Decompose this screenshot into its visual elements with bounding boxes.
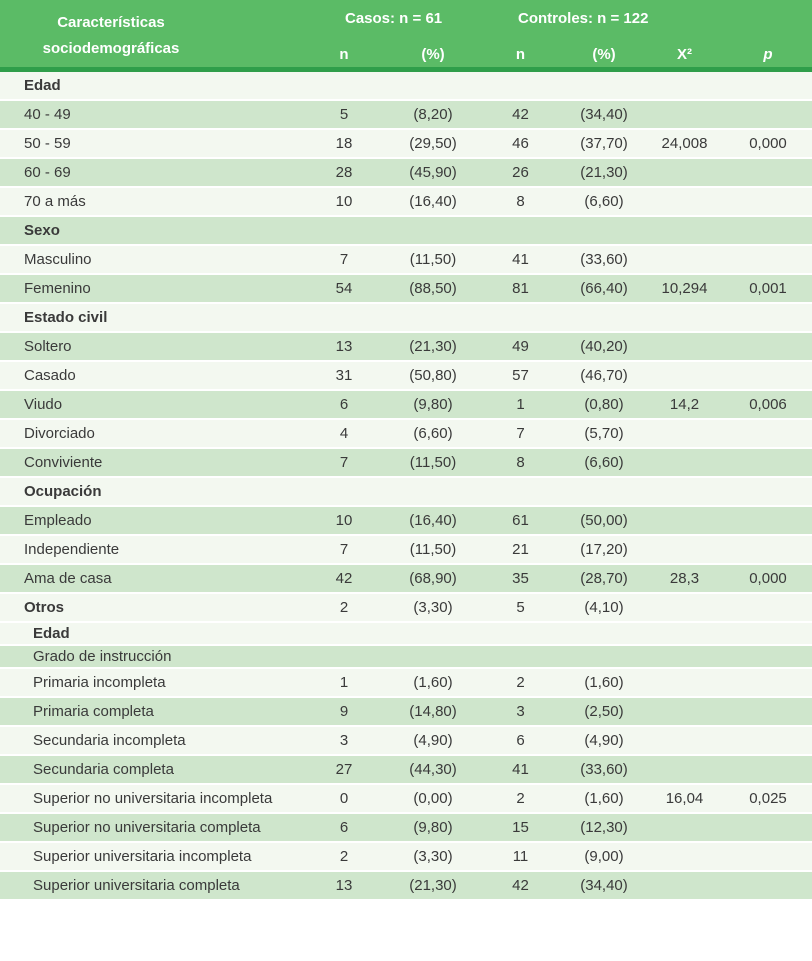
table-row: [0, 785, 812, 814]
row-label: Ocupación: [24, 483, 102, 500]
row-label: 50 - 59: [24, 135, 71, 152]
row-label: Independiente: [24, 541, 120, 558]
cell-controles-n: 5: [516, 599, 525, 616]
cell-controles-pct: (34,40): [580, 106, 628, 123]
cell-controles-n: 81: [512, 280, 529, 297]
cell-controles-pct: (4,10): [584, 599, 624, 616]
cell-casos-pct: (0,00): [413, 790, 453, 807]
cell-controles-pct: (17,20): [580, 541, 628, 558]
cell-casos-n: 18: [335, 135, 353, 152]
cell-controles-pct: (1,60): [584, 674, 624, 691]
cell-chi2: 14,2: [669, 396, 700, 413]
cell-casos-pct: (88,50): [409, 280, 457, 297]
cell-p-value: 0,025: [749, 790, 787, 807]
row-label: Primaria completa: [33, 703, 154, 720]
col-header-p-value: p: [763, 45, 773, 63]
cell-chi2: 28,3: [669, 570, 700, 587]
cell-casos-pct: (21,30): [409, 877, 457, 894]
casos-group-header: Casos: n = 61: [345, 9, 443, 27]
cell-casos-pct: (6,60): [413, 425, 453, 442]
table-row: [0, 246, 812, 275]
table-row: [0, 843, 812, 872]
cell-controles-pct: (1,60): [584, 790, 624, 807]
col-header-casos-pct: (%): [421, 45, 445, 63]
col-header-casos-n: n: [339, 45, 349, 63]
cell-casos-n: 5: [339, 106, 349, 123]
cell-casos-n: 10: [335, 193, 353, 210]
row-label: Soltero: [24, 338, 72, 355]
cell-chi2: 24,008: [661, 135, 708, 152]
cell-controles-n: 1: [516, 396, 525, 413]
row-label: Superior no universitaria completa: [33, 819, 261, 836]
row-label: Conviviente: [24, 454, 103, 471]
row-label: Secundaria completa: [33, 761, 174, 778]
table-row: [0, 814, 812, 843]
cell-casos-n: 6: [339, 819, 349, 836]
cell-controles-n: 35: [512, 570, 529, 587]
cell-controles-n: 42: [512, 106, 529, 123]
cell-controles-n: 6: [516, 732, 525, 749]
cell-casos-pct: (16,40): [409, 512, 457, 529]
cell-controles-n: 46: [512, 135, 529, 152]
row-label: Secundaria incompleta: [33, 732, 186, 749]
cell-controles-pct: (2,50): [584, 703, 624, 720]
cell-casos-n: 3: [339, 732, 349, 749]
cell-controles-n: 26: [512, 164, 529, 181]
cell-casos-n: 27: [335, 761, 353, 778]
cell-controles-n: 41: [512, 761, 529, 778]
cell-controles-n: 61: [512, 512, 529, 529]
col-header-chi2: X²: [677, 45, 692, 63]
cell-controles-n: 57: [512, 367, 529, 384]
cell-casos-pct: (50,80): [409, 367, 457, 384]
cell-casos-pct: (3,30): [413, 599, 453, 616]
cell-controles-n: 42: [512, 877, 529, 894]
cell-controles-n: 21: [512, 541, 529, 558]
row-label: Edad: [24, 77, 61, 94]
cell-casos-n: 31: [335, 367, 353, 384]
row-label: Estado civil: [24, 309, 108, 326]
cell-controles-pct: (4,90): [584, 732, 624, 749]
cell-casos-n: 42: [335, 570, 353, 587]
table-header: [0, 0, 812, 72]
cell-controles-pct: (37,70): [580, 135, 628, 152]
section-row: [0, 478, 812, 507]
table-row: [0, 669, 812, 698]
row-label: Primaria incompleta: [33, 674, 166, 691]
cell-controles-pct: (6,60): [584, 193, 624, 210]
cell-casos-n: 13: [335, 877, 353, 894]
table-row: [0, 872, 812, 901]
row-label: Casado: [24, 367, 76, 384]
cell-casos-pct: (44,30): [409, 761, 457, 778]
cell-casos-pct: (11,50): [409, 251, 457, 268]
section-row: [0, 217, 812, 246]
cell-controles-n: 2: [516, 674, 525, 691]
table-row: [0, 536, 812, 565]
table-row: [0, 594, 812, 623]
cell-casos-pct: (9,80): [413, 819, 453, 836]
cell-casos-pct: (11,50): [409, 454, 457, 471]
row-label: 70 a más: [24, 193, 86, 210]
col-header-controles-n: n: [515, 45, 526, 63]
cell-controles-pct: (33,60): [580, 251, 628, 268]
cell-controles-pct: (0,80): [584, 396, 624, 413]
cell-casos-n: 6: [339, 396, 349, 413]
row-label: Superior universitaria incompleta: [33, 848, 252, 865]
cell-controles-n: 7: [516, 425, 525, 442]
cell-controles-n: 15: [512, 819, 529, 836]
cell-casos-pct: (29,50): [409, 135, 457, 152]
table-row: [0, 130, 812, 159]
cell-casos-pct: (1,60): [413, 674, 453, 691]
cell-casos-pct: (9,80): [413, 396, 453, 413]
cell-casos-n: 10: [335, 512, 353, 529]
table-row: [0, 275, 812, 304]
section-row: [0, 623, 812, 646]
row-label: 40 - 49: [24, 106, 71, 123]
cell-controles-n: 8: [516, 454, 525, 471]
section-row: [0, 72, 812, 101]
cell-controles-n: 2: [516, 790, 525, 807]
table-row: [0, 449, 812, 478]
cell-casos-n: 7: [339, 251, 349, 268]
row-label: Otros: [24, 599, 65, 616]
cell-casos-n: 4: [339, 425, 349, 442]
table-row: [0, 159, 812, 188]
table-row: [0, 756, 812, 785]
table-row: [0, 362, 812, 391]
table-row: [0, 333, 812, 362]
cell-casos-pct: (8,20): [413, 106, 453, 123]
cell-chi2: 10,294: [661, 280, 708, 297]
row-label: Edad: [33, 625, 70, 642]
cell-chi2: 16,04: [665, 790, 704, 807]
cell-controles-pct: (40,20): [580, 338, 628, 355]
table-row: [0, 188, 812, 217]
row-label: Sexo: [24, 222, 60, 239]
table-title: Características sociodemográficas: [42, 14, 180, 57]
row-label: 60 - 69: [24, 164, 71, 181]
col-header-controles-pct: (%): [592, 45, 616, 63]
table-row: [0, 727, 812, 756]
table-row: [0, 565, 812, 594]
table-body: [0, 72, 812, 901]
cell-p-value: 0,000: [749, 570, 787, 587]
cell-controles-n: 49: [512, 338, 529, 355]
cell-controles-pct: (5,70): [584, 425, 624, 442]
cell-casos-n: 1: [339, 674, 349, 691]
cell-p-value: 0,001: [749, 280, 787, 297]
cell-controles-pct: (33,60): [580, 761, 628, 778]
row-label: Femenino: [24, 280, 91, 297]
cell-casos-pct: (21,30): [409, 338, 457, 355]
cell-casos-n: 54: [335, 280, 353, 297]
cell-casos-n: 7: [339, 454, 349, 471]
cell-casos-pct: (3,30): [413, 848, 453, 865]
cell-controles-pct: (9,00): [584, 848, 624, 865]
cell-controles-pct: (66,40): [580, 280, 628, 297]
cell-casos-n: 13: [335, 338, 353, 355]
cell-controles-pct: (34,40): [580, 877, 628, 894]
table-row: [0, 420, 812, 449]
row-label: Grado de instrucción: [33, 648, 172, 665]
cell-casos-pct: (4,90): [413, 732, 453, 749]
row-label: Divorciado: [24, 425, 95, 442]
controles-group-header: Controles: n = 122: [518, 9, 649, 27]
table-row: [0, 507, 812, 536]
cell-controles-pct: (6,60): [584, 454, 624, 471]
row-label: Superior universitaria completa: [33, 877, 240, 894]
cell-casos-n: 9: [339, 703, 349, 720]
cell-casos-n: 7: [339, 541, 349, 558]
table-row: [0, 391, 812, 420]
cell-controles-n: 41: [512, 251, 529, 268]
section-row: [0, 304, 812, 333]
cell-p-value: 0,000: [749, 135, 787, 152]
table-row: [0, 698, 812, 727]
cell-controles-pct: (46,70): [580, 367, 628, 384]
cell-p-value: 0,006: [749, 396, 787, 413]
cell-controles-n: 3: [516, 703, 525, 720]
row-label: Superior no universitaria incompleta: [33, 790, 273, 807]
cell-casos-n: 0: [339, 790, 349, 807]
cell-casos-pct: (68,90): [409, 570, 457, 587]
cell-casos-pct: (16,40): [409, 193, 457, 210]
table-row: [0, 646, 812, 669]
row-label: Masculino: [24, 251, 92, 268]
cell-casos-n: 2: [339, 848, 349, 865]
row-label: Viudo: [24, 396, 63, 413]
cell-casos-pct: (11,50): [409, 541, 457, 558]
cell-controles-n: 11: [512, 848, 529, 865]
cell-casos-pct: (14,80): [409, 703, 457, 720]
row-label: Ama de casa: [24, 570, 112, 587]
cell-controles-pct: (50,00): [580, 512, 628, 529]
cell-casos-n: 2: [339, 599, 349, 616]
cell-casos-n: 28: [335, 164, 353, 181]
cell-controles-pct: (21,30): [580, 164, 628, 181]
table-row: [0, 101, 812, 130]
cell-controles-pct: (12,30): [580, 819, 628, 836]
row-label: Empleado: [24, 512, 92, 529]
cell-controles-n: 8: [516, 193, 525, 210]
cell-casos-pct: (45,90): [409, 164, 457, 181]
cell-controles-pct: (28,70): [580, 570, 628, 587]
